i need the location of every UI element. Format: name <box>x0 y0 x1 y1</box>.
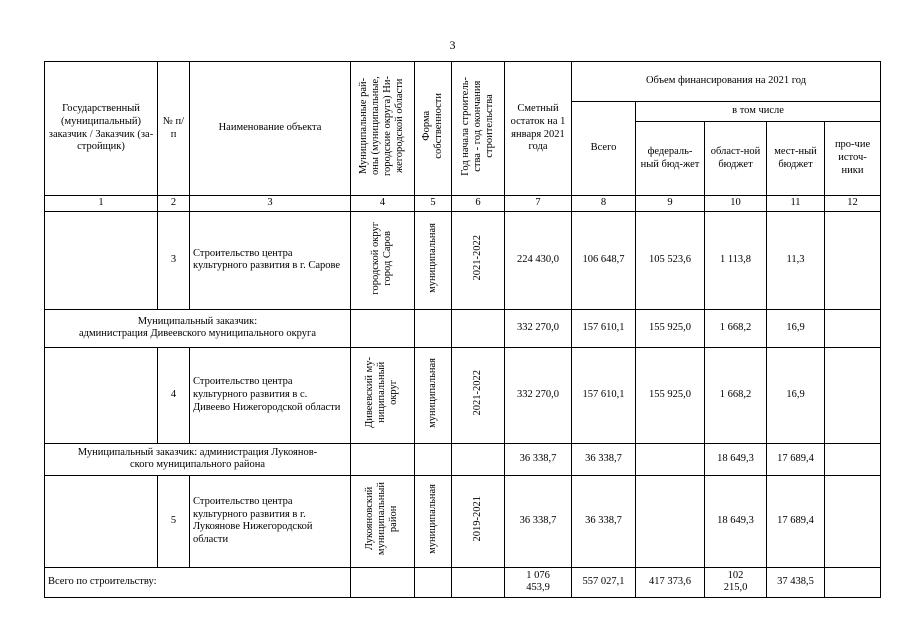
empty-cell <box>415 309 452 347</box>
row-num: 5 <box>158 475 190 567</box>
header-estimate: Сметный остаток на 1 января 2021 года <box>505 62 572 196</box>
customer-cell <box>45 347 158 443</box>
customer-label: Муниципальный заказчик: администрация Дивеевского муниципального округа <box>45 309 351 347</box>
column-number: 5 <box>415 196 452 212</box>
header-local: мест-ный бюджет <box>767 122 825 196</box>
row-num: 3 <box>158 211 190 309</box>
construction-years: 2021-2022 <box>471 235 483 281</box>
regional-value: 1 668,2 <box>705 309 767 347</box>
estimate-value: 36 338,7 <box>505 443 572 475</box>
other-value <box>825 475 881 567</box>
local-value: 16,9 <box>767 309 825 347</box>
customer-row <box>45 443 881 475</box>
district-cell <box>351 475 415 567</box>
regional-value: 102 215,0 <box>705 567 767 597</box>
other-value <box>825 211 881 309</box>
header-years: Год начала строитель- ства - год окончания строительства <box>459 76 496 176</box>
header-customer: Государственный (муниципальный) заказчик / Заказчик (за-стройщик) <box>45 62 158 196</box>
total-value: 36 338,7 <box>572 475 636 567</box>
local-value: 11,3 <box>767 211 825 309</box>
total-value: 106 648,7 <box>572 211 636 309</box>
ownership-form: муниципальная <box>426 483 438 554</box>
other-value <box>825 347 881 443</box>
customer-cell <box>45 211 158 309</box>
ownership-form: муниципальная <box>426 357 438 428</box>
customer-row <box>45 309 881 347</box>
column-number: 9 <box>636 196 705 212</box>
header-district: Муниципальные рай- оны (муниципальные, городские округа) Ни- жегородской области <box>358 76 406 177</box>
page-number: 3 <box>449 38 456 52</box>
regional-value: 18 649,3 <box>705 475 767 567</box>
column-number: 3 <box>190 196 351 212</box>
total-value: 157 610,1 <box>572 347 636 443</box>
header-ownership: Форма собственности <box>420 93 444 159</box>
construction-years: 2019-2021 <box>471 496 483 542</box>
header-regional: област-ной бюджет <box>705 122 767 196</box>
column-number: 1 <box>45 196 158 212</box>
object-name: Строительство центра культурного развития в г. Сарове <box>190 211 351 309</box>
object-name: Строительство центра культурного развития в г. Лукоянове Нижегородской области <box>190 475 351 567</box>
ownership-cell <box>415 475 452 567</box>
header-num: № п/п <box>158 62 190 196</box>
financing-table <box>44 61 881 598</box>
header-name: Наименование объекта <box>190 62 351 196</box>
local-value: 16,9 <box>767 347 825 443</box>
years-cell <box>452 347 505 443</box>
federal-value <box>636 443 705 475</box>
header-district-cell <box>351 62 415 196</box>
regional-value: 1 113,8 <box>705 211 767 309</box>
header-federal: федераль-ный бюд-жет <box>636 122 705 196</box>
regional-value: 1 668,2 <box>705 347 767 443</box>
column-number: 4 <box>351 196 415 212</box>
grand-total-label: Всего по строительству: <box>45 567 351 597</box>
column-number: 8 <box>572 196 636 212</box>
years-cell <box>452 211 505 309</box>
column-number: 12 <box>825 196 881 212</box>
table-row <box>45 347 881 443</box>
district-name: Дивеевский му- ниципальный округ <box>364 357 400 429</box>
estimate-value: 1 076 453,9 <box>505 567 572 597</box>
other-value <box>825 567 881 597</box>
empty-cell <box>452 567 505 597</box>
empty-cell <box>351 567 415 597</box>
header-including: в том числе <box>636 102 881 122</box>
empty-cell <box>452 309 505 347</box>
district-name: Лукояновский муниципальный район <box>364 482 400 556</box>
empty-cell <box>415 567 452 597</box>
header-other: про-чие источ-ники <box>825 122 881 196</box>
column-number: 6 <box>452 196 505 212</box>
row-num: 4 <box>158 347 190 443</box>
grand-total-row <box>45 567 881 597</box>
total-value: 557 027,1 <box>572 567 636 597</box>
header-ownership-cell <box>415 62 452 196</box>
district-cell <box>351 211 415 309</box>
header-funding-2021: Объем финансирования на 2021 год <box>572 62 881 102</box>
federal-value: 155 925,0 <box>636 309 705 347</box>
column-number: 10 <box>705 196 767 212</box>
years-cell <box>452 475 505 567</box>
other-value <box>825 443 881 475</box>
empty-cell <box>351 443 415 475</box>
total-value: 36 338,7 <box>572 443 636 475</box>
column-number-row <box>45 196 881 212</box>
estimate-value: 36 338,7 <box>505 475 572 567</box>
local-value: 17 689,4 <box>767 475 825 567</box>
district-name: городской округ город Саров <box>370 221 394 295</box>
table-row <box>45 211 881 309</box>
federal-value: 417 373,6 <box>636 567 705 597</box>
empty-cell <box>351 309 415 347</box>
local-value: 37 438,5 <box>767 567 825 597</box>
object-name: Строительство центра культурного развития в с. Дивеево Нижегородской области <box>190 347 351 443</box>
customer-label: Муниципальный заказчик: администрация Лукоянов- ского муниципального района <box>45 443 351 475</box>
header-years-cell <box>452 62 505 196</box>
ownership-form: муниципальная <box>426 222 438 293</box>
empty-cell <box>415 443 452 475</box>
district-cell <box>351 347 415 443</box>
empty-cell <box>452 443 505 475</box>
table-row <box>45 475 881 567</box>
regional-value: 18 649,3 <box>705 443 767 475</box>
column-number: 11 <box>767 196 825 212</box>
estimate-value: 332 270,0 <box>505 309 572 347</box>
federal-value: 105 523,6 <box>636 211 705 309</box>
federal-value <box>636 475 705 567</box>
federal-value: 155 925,0 <box>636 347 705 443</box>
estimate-value: 332 270,0 <box>505 347 572 443</box>
ownership-cell <box>415 347 452 443</box>
header-total: Всего <box>572 102 636 196</box>
local-value: 17 689,4 <box>767 443 825 475</box>
estimate-value: 224 430,0 <box>505 211 572 309</box>
other-value <box>825 309 881 347</box>
ownership-cell <box>415 211 452 309</box>
column-number: 2 <box>158 196 190 212</box>
column-number: 7 <box>505 196 572 212</box>
construction-years: 2021-2022 <box>471 370 483 416</box>
total-value: 157 610,1 <box>572 309 636 347</box>
customer-cell <box>45 475 158 567</box>
